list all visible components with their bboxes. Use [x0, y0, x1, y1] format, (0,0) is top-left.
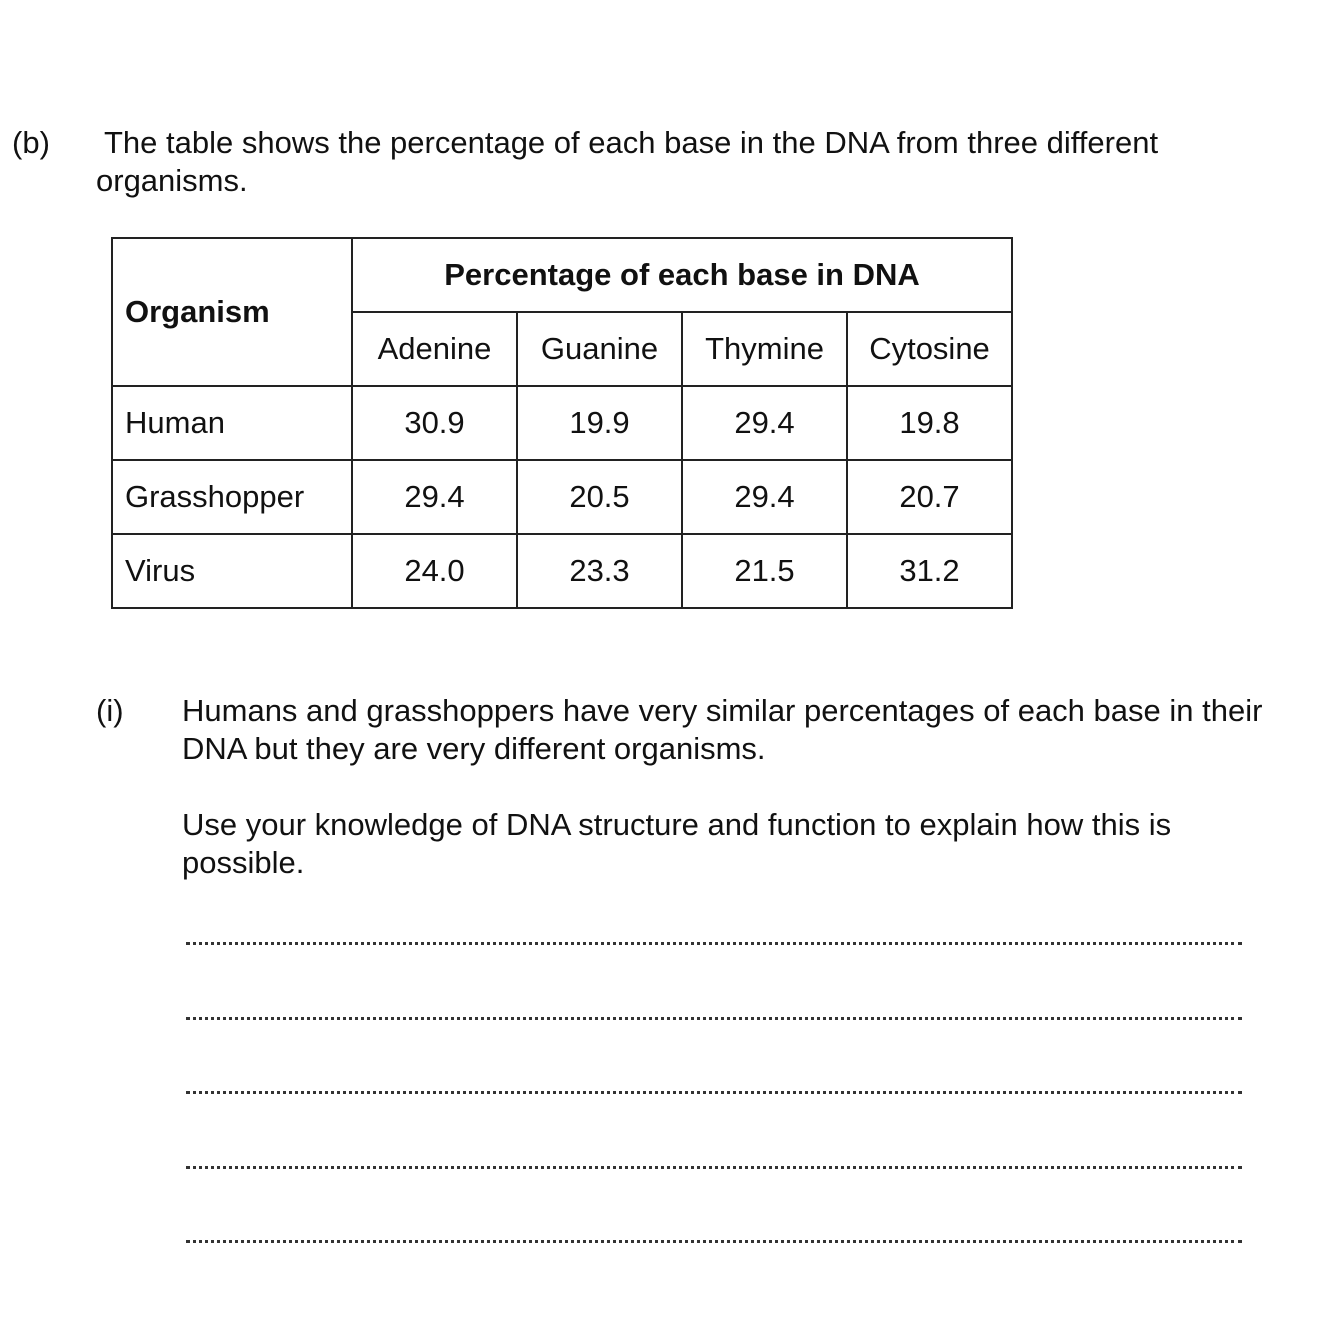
table-row [112, 460, 1012, 534]
value-cell: 20.5 [517, 460, 682, 534]
percentage-group-header: Percentage of each base in DNA [352, 238, 1012, 312]
intro-line-1: The table shows the percentage of each base in the DNA from three different [104, 125, 1159, 160]
subquestion-label: (i) [96, 693, 124, 728]
base-header-adenine: Adenine [352, 312, 517, 386]
value-cell: 20.7 [847, 460, 1012, 534]
value-cell: 29.4 [352, 460, 517, 534]
value-cell: 31.2 [847, 534, 1012, 608]
value-cell: 30.9 [352, 386, 517, 460]
value-cell: 21.5 [682, 534, 847, 608]
answer-line[interactable] [186, 1240, 1242, 1243]
question-intro [96, 124, 1296, 200]
value-cell: 19.8 [847, 386, 1012, 460]
answer-line[interactable] [186, 1017, 1242, 1020]
base-header-cytosine: Cytosine [847, 312, 1012, 386]
value-cell: 19.9 [517, 386, 682, 460]
table-row [112, 534, 1012, 608]
subquestion-text [182, 692, 1302, 882]
subquestion-paragraph-2: Use your knowledge of DNA structure and function to explain how this is possible. [182, 807, 1172, 880]
organism-cell: Grasshopper [112, 460, 352, 534]
question-label: (b) [12, 125, 50, 160]
answer-line[interactable] [186, 1091, 1242, 1094]
value-cell: 24.0 [352, 534, 517, 608]
organism-header: Organism [112, 238, 352, 386]
base-header-guanine: Guanine [517, 312, 682, 386]
organism-cell: Virus [112, 534, 352, 608]
value-cell: 29.4 [682, 460, 847, 534]
base-header-thymine: Thymine [682, 312, 847, 386]
table-header-row [112, 238, 1012, 312]
answer-line[interactable] [186, 1166, 1242, 1169]
table-row [112, 386, 1012, 460]
value-cell: 23.3 [517, 534, 682, 608]
intro-line-2: organisms. [96, 163, 248, 198]
organism-cell: Human [112, 386, 352, 460]
value-cell: 29.4 [682, 386, 847, 460]
answer-line[interactable] [186, 942, 1242, 945]
subquestion-paragraph-1: Humans and grasshoppers have very similar percentages of each base in their DNA but they are very different organisms. [182, 693, 1263, 766]
dna-base-table [111, 237, 1013, 609]
